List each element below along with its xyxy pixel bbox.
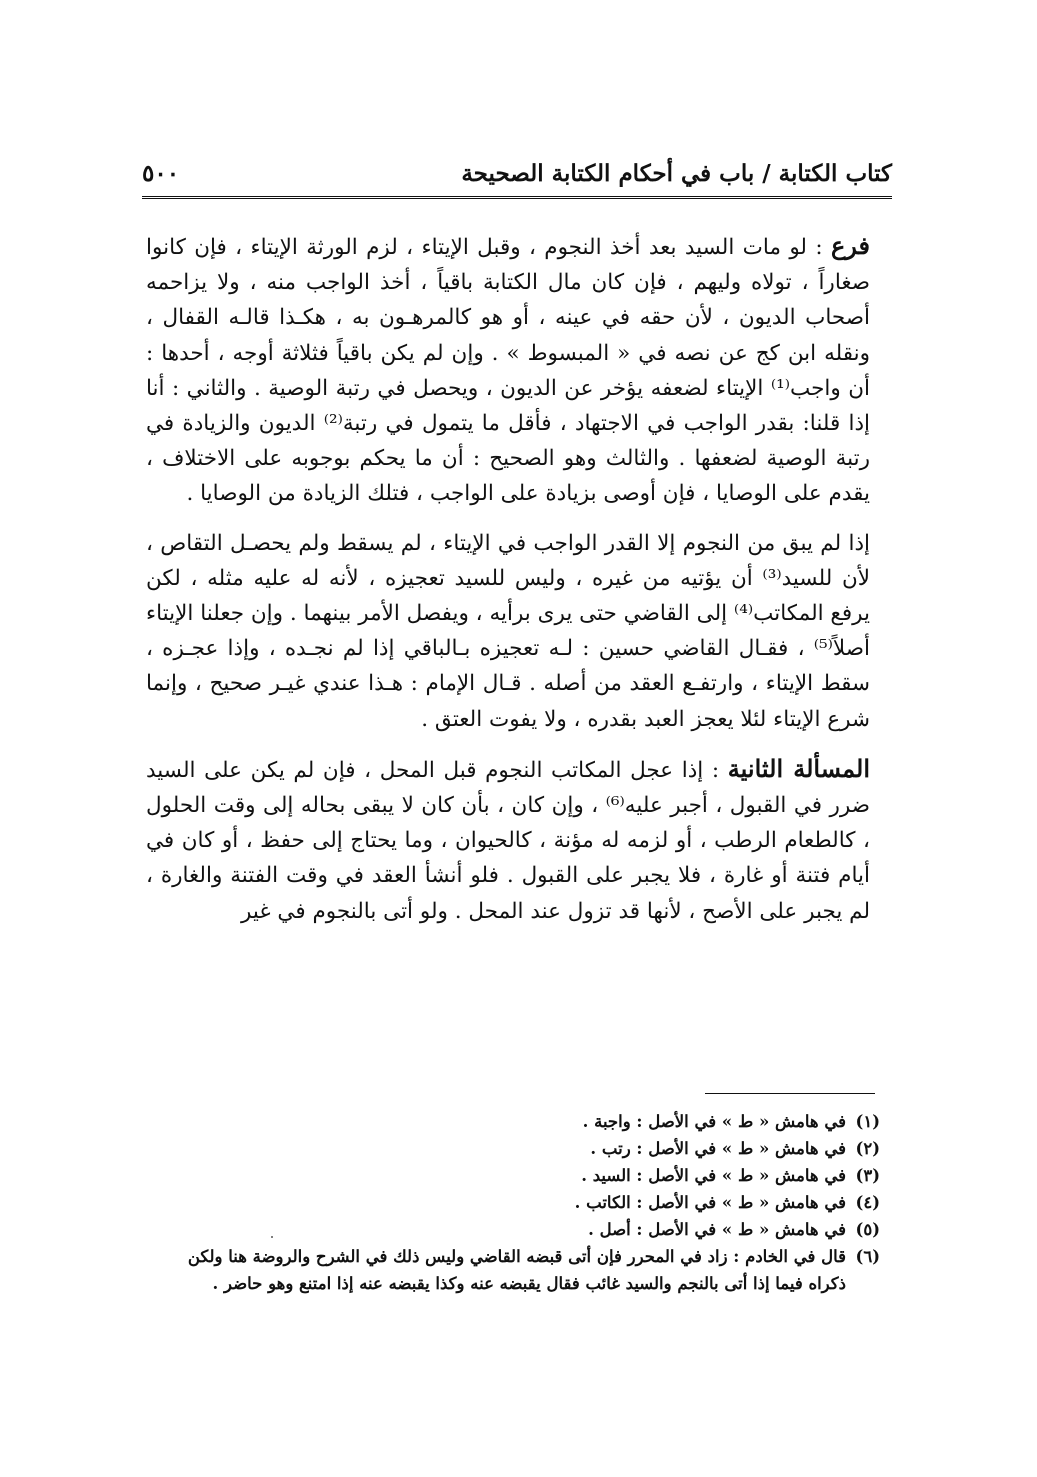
footnotes <box>150 1108 880 1297</box>
footnote <box>150 1243 880 1297</box>
footnote-text: في هامش « ط » في الأصل : السيد . <box>581 1166 846 1185</box>
footnote <box>150 1108 880 1135</box>
footnote <box>150 1216 880 1243</box>
scan-speck <box>271 1236 273 1238</box>
footnote <box>150 1135 880 1162</box>
footnote-number: (٣) <box>855 1166 880 1185</box>
footnote-number: (١) <box>855 1112 880 1131</box>
footnote <box>150 1189 880 1216</box>
paragraph-itaa <box>146 526 870 737</box>
paragraph-masala-2 <box>146 751 870 929</box>
page-number: ٥٠٠ <box>142 160 180 187</box>
paragraph-text: : لو مات السيد بعد أخذ النجوم ، وقبل الإيتاء ، لزم الورثة الإيتاء ، فإن كانوا صغاراً ، تولاه وليهم ، فإن كان مال الكتابة باقياً ، أخذ الواجب منه ، ولا يزاحمه أصحاب الديون ، لأن حقه في عينه ، أو هو كالمرهـون به ، هكـذا قالـه القفال ، ونقله ابن كج عن نصه في « المبسوط » . وإن لم يكن باقياً فثلاثة أوجه ، أحدها : أن واجب⁽¹⁾ الإيتاء لضعفه يؤخر عن الديون ، ويحصل في رتبة الوصية . والثاني : أنا إذا قلنا: بقدر الواجب في الاجتهاد ، فأقل ما يتمول في رتبة⁽²⁾ الديون والزيادة في رتبة الوصية لضعفها . والثالث وهو الصحيح : أن ما يحكم بوجوبه على الاختلاف ، يقدم على الوصايا ، فإن أوصى بزيادة على الواجب ، فتلك الزيادة من الوصايا . <box>146 235 871 507</box>
main-text <box>146 228 870 929</box>
footnote-text: في هامش « ط » في الأصل : أصل . <box>588 1220 846 1239</box>
header-rule <box>142 196 892 199</box>
footnote-text: قال في الخادم : زاد في المحرر فإن أتى قبضه القاضي وليس ذلك في الشرح والروضة هنا ولكن ذكراه فيما إذا أتى بالنجم والسيد غائب فقال يقبضه عنه وكذا يقبضه عنه إذا امتنع وهو حاضر . <box>187 1247 846 1293</box>
running-header <box>142 158 892 198</box>
chapter-title: كتاب الكتابة / باب في أحكام الكتابة الصحيحة <box>461 160 892 187</box>
footnote-number: (٢) <box>855 1139 880 1158</box>
footnote-text: في هامش « ط » في الأصل : الكاتب . <box>574 1193 846 1212</box>
paragraph-far <box>146 228 870 512</box>
footnote-number: (٥) <box>855 1220 880 1239</box>
footnote-rule <box>705 1093 875 1094</box>
paragraph-text: : إذا عجل المكاتب النجوم قبل المحل ، فإن لم يكن على السيد ضرر في القبول ، أجبر عليه⁽⁶⁾ ، وإن كان ، بأن كان لا يبقى بحاله إلى وقت الحلول ، كالطعام الرطب ، أو لزمه له مؤنة ، كالحيوان ، وما يحتاج إلى حفظ ، أو كان في أيام فتنة أو غارة ، فلا يجبر على القبول . فلو أنشأ العقد في وقت الفتنة والغارة ، لم يجبر على الأصح ، لأنها قد تزول عند المحل . ولو أتى بالنجوم في غير <box>146 757 870 924</box>
footnote-number: (٤) <box>855 1193 880 1212</box>
footnote-text: في هامش « ط » في الأصل : رتب . <box>590 1139 846 1158</box>
footnote <box>150 1162 880 1189</box>
footnote-text: في هامش « ط » في الأصل : واجبة . <box>582 1112 846 1131</box>
paragraph-text: إذا لم يبق من النجوم إلا القدر الواجب في الإيتاء ، لم يسقط ولم يحصـل التقاص ، لأن للسيد⁽³⁾ أن يؤتيه من غيره ، وليس للسيد تعجيزه ، لأنه له عليه مثله ، لكن يرفع المكاتب⁽⁴⁾ إلى القاضي حتى يرى برأيه ، ويفصل الأمر بينهما . وإن جعلنا الإيتاء أصلاً⁽⁵⁾ ، فقـال القاضي حسين : لـه تعجيزه بـالباقي إذا لم نجـده ، وإذا عجـزه ، سقط الإيتاء ، وارتفـع العقد من أصله . قـال الإمام : هـذا عندي غيـر صحيح ، وإنما شرع الإيتاء لئلا يعجز العبد بقدره ، ولا يفوت العتق . <box>146 530 871 732</box>
section-lead-masala: المسألة الثانية <box>727 753 871 783</box>
footnote-number: (٦) <box>855 1247 880 1266</box>
section-lead-far: فرع <box>830 231 870 260</box>
